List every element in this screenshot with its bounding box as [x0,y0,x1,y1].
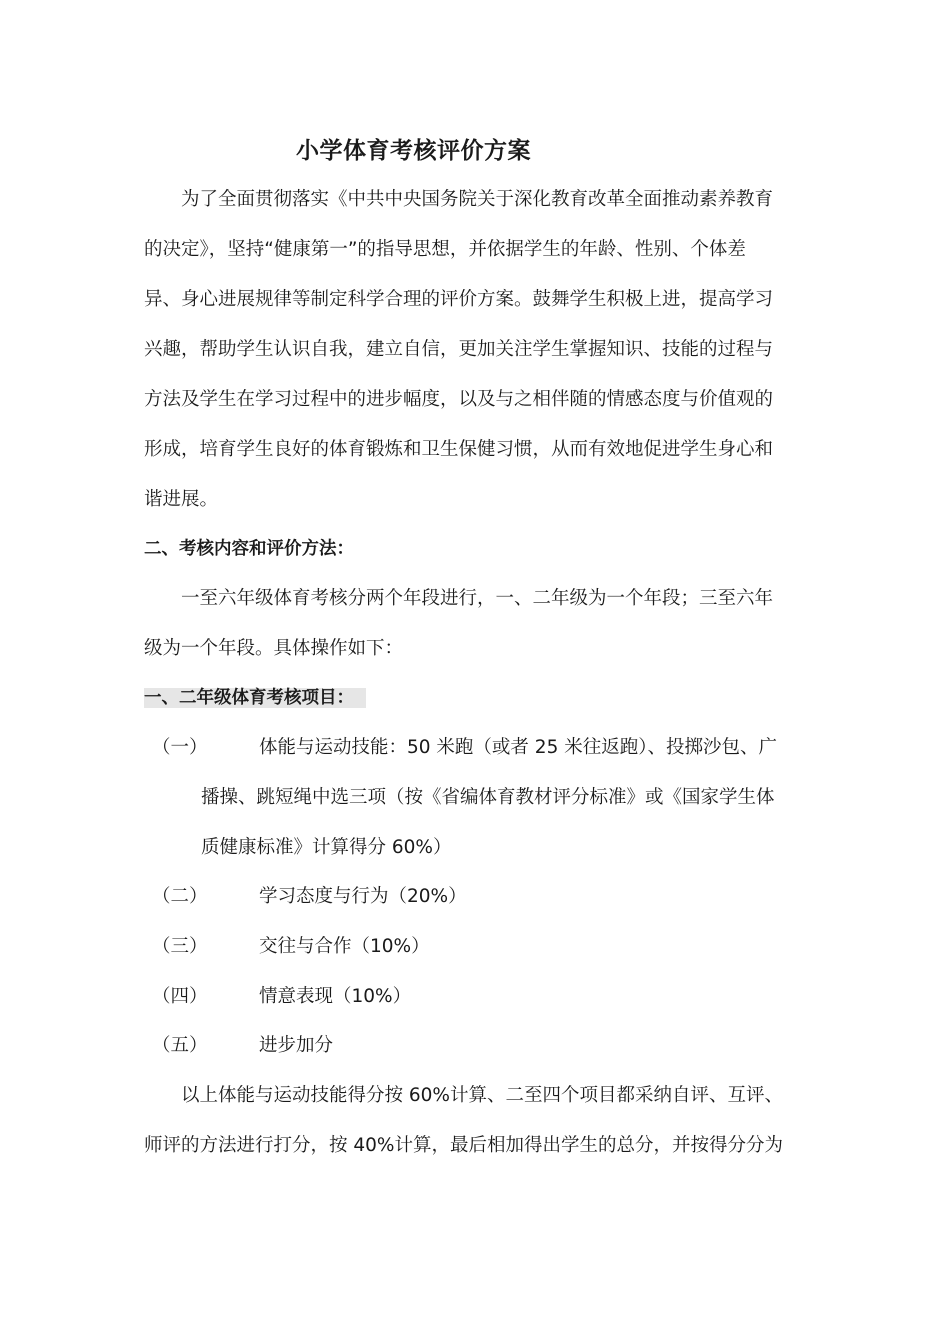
intro-line: 谐进展。 [144,489,219,510]
item-number: （一） [152,737,208,758]
grade-heading: 一、二年级体育考核项目： [144,688,366,708]
intro-paragraph [144,175,806,525]
item-number: （四） [152,986,208,1007]
item-text: 体能与运动技能：50 米跑（或者 25 米往返跑）、投掷沙包、广 [259,737,777,758]
intro-line: 异、身心进展规律等制定科学合理的评价方案。鼓舞学生积极上进，提高学习 [144,289,774,310]
item-number: （二） [152,886,208,907]
item-text: 情意表现（10%） [259,986,412,1007]
intro-line: 为了全面贯彻落实《中共中央国务院关于深化教育改革全面推动素养教育 [181,189,774,210]
list-item [144,972,411,1022]
item-text: 交往与合作（10%） [259,936,430,957]
closing-paragraph [144,1071,806,1171]
item-number: （三） [152,936,208,957]
section-heading [144,524,806,574]
list-item [144,872,467,922]
intro-line: 兴趣，帮助学生认识自我，建立自信，更加关注学生掌握知识、技能的过程与 [144,339,774,360]
closing-line: 师评的方法进行打分，按 40%计算，最后相加得出学生的总分，并按得分分为 [144,1135,784,1156]
item-continuation: 播操、跳短绳中选三项（按《省编体育教材评分标准》或《国家学生体 [201,787,775,808]
item-continuation: 质健康标准》计算得分 60%） [201,837,452,858]
item-text: 进步加分 [259,1035,334,1056]
document-title: 小学体育考核评价方案 [296,138,531,164]
section2-line: 级为一个年段。具体操作如下： [144,638,404,659]
closing-line: 以上体能与运动技能得分按 60%计算、二至四个项目都采纳自评、互评、 [181,1085,784,1106]
section2-heading: 二、考核内容和评价方法： [144,539,354,559]
section2-paragraph [144,574,806,674]
list-item [144,1021,333,1071]
item-number: （五） [152,1035,208,1056]
list-item [144,922,430,972]
item-text: 学习态度与行为（20%） [259,886,467,907]
intro-line: 的决定》，坚持“健康第一”的指导思想，并依据学生的年龄、性别、个体差 [144,239,746,260]
list-item [144,723,777,773]
intro-line: 形成，培育学生良好的体育锻炼和卫生保健习惯，从而有效地促进学生身心和 [144,439,774,460]
grade-heading-block [144,673,806,723]
section2-line: 一至六年级体育考核分两个年段进行，一、二年级为一个年段；三至六年 [181,588,774,609]
intro-line: 方法及学生在学习过程中的进步幅度，以及与之相伴随的情感态度与价值观的 [144,389,774,410]
